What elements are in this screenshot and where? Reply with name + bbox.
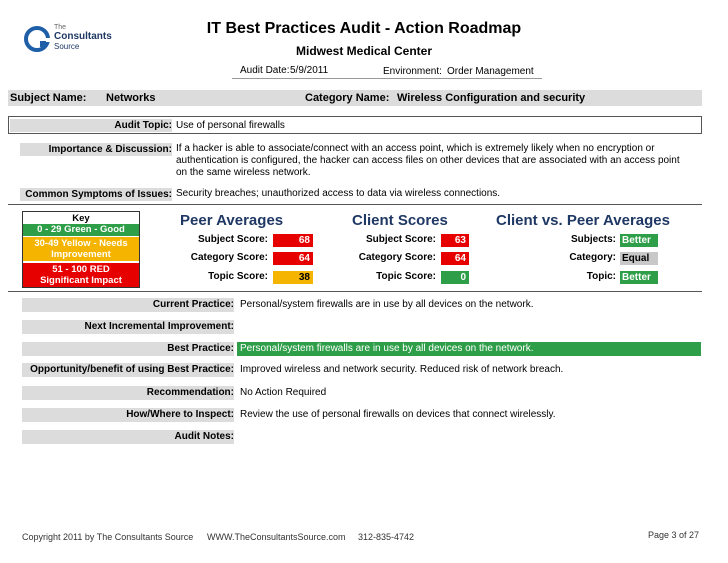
footer-website[interactable]: WWW.TheConsultantsSource.com [207,532,346,542]
logo-text-consultants: Consultants [54,31,112,42]
environment-value: Order Management [447,66,534,77]
key-red: 51 - 100 RED Significant Impact [23,263,139,287]
current-practice-label: Current Practice: [22,298,234,312]
footer-phone: 312-835-4742 [358,532,415,542]
audit-topic-value: Use of personal firewalls [176,120,285,131]
category-name-label: Category Name: [305,92,390,104]
compare-category-value: Equal [620,252,658,265]
inspect-value: Review the use of personal firewalls on devices that connect wirelessly. [240,409,556,420]
client-subject-score: 63 [441,234,469,247]
compare-subjects-label: Subjects: [570,234,616,245]
page-number: Page 3 of 27 [648,530,700,540]
footer-copyright: Copyright 2011 by The Consultants Source [22,532,194,542]
symptoms-label: Common Symptoms of Issues: [20,188,172,201]
importance-label: Importance & Discussion: [20,143,172,156]
best-practice-value: Personal/system firewalls are in use by all devices on the network. [237,342,701,356]
organization-name: Midwest Medical Center [295,44,433,58]
compare-category-label: Category: [569,252,616,263]
next-improvement-label: Next Incremental Improvement: [22,320,234,334]
inspect-label: How/Where to Inspect: [22,408,234,422]
key-yellow: 30-49 Yellow - Needs Improvement [23,237,139,261]
audit-topic-label: Audit Topic: [10,119,172,132]
compare-subjects-value: Better [620,234,658,247]
symptoms-value: Security breaches; unauthorized access to data via wireless connections. [176,188,501,199]
importance-line-3: on the same wireless network. [176,167,311,178]
audit-date-value: 5/9/2011 [290,65,329,76]
compare-topic-value: Better [620,271,658,284]
peer-averages-title: Peer Averages [180,212,284,229]
client-vs-peer-title: Client vs. Peer Averages [496,212,670,229]
scores-divider [8,291,702,292]
compare-topic-label: Topic: [586,271,616,282]
subject-name-label: Subject Name: [10,92,87,104]
best-practice-label: Best Practice: [22,342,234,356]
peer-subject-score: 68 [273,234,313,247]
peer-topic-score: 38 [273,271,313,284]
recommendation-label: Recommendation: [22,386,234,400]
client-category-score: 64 [441,252,469,265]
subject-name-value: Networks [106,92,156,104]
peer-subject-label: Subject Score: [197,234,268,245]
header-divider [232,78,542,79]
recommendation-value: No Action Required [240,387,327,398]
current-practice-value: Personal/system firewalls are in use by all devices on the network. [240,299,534,310]
category-name-value: Wireless Configuration and security [397,92,586,104]
key-title: Key [72,213,90,224]
logo-text-the: The [54,24,67,31]
opportunity-value: Improved wireless and network security. Reduced risk of network breach. [240,364,564,375]
client-scores-title: Client Scores [352,212,448,229]
audit-notes-label: Audit Notes: [22,430,234,444]
client-topic-score: 0 [441,271,469,284]
audit-date-label: Audit Date: [240,65,290,76]
peer-topic-label: Topic Score: [208,271,268,282]
symptoms-divider [8,204,702,205]
importance-line-2: authentication is configured, the hacker can access files on other devices that are associated with an access point [176,155,680,166]
client-topic-label: Topic Score: [376,271,436,282]
peer-category-label: Category Score: [190,252,268,263]
report-title: IT Best Practices Audit - Action Roadmap [206,20,522,37]
peer-category-score: 64 [273,252,313,265]
client-subject-label: Subject Score: [365,234,436,245]
client-category-label: Category Score: [358,252,436,263]
key-green: 0 - 29 Green - Good [23,224,139,236]
logo-text-source: Source [54,42,80,51]
opportunity-label: Opportunity/benefit of using Best Practice: [22,363,234,377]
importance-line-1: If a hacker is able to associate/connect with an access point, which is extremely likely when no encryption or [176,143,655,154]
environment-label: Environment: [383,66,442,77]
